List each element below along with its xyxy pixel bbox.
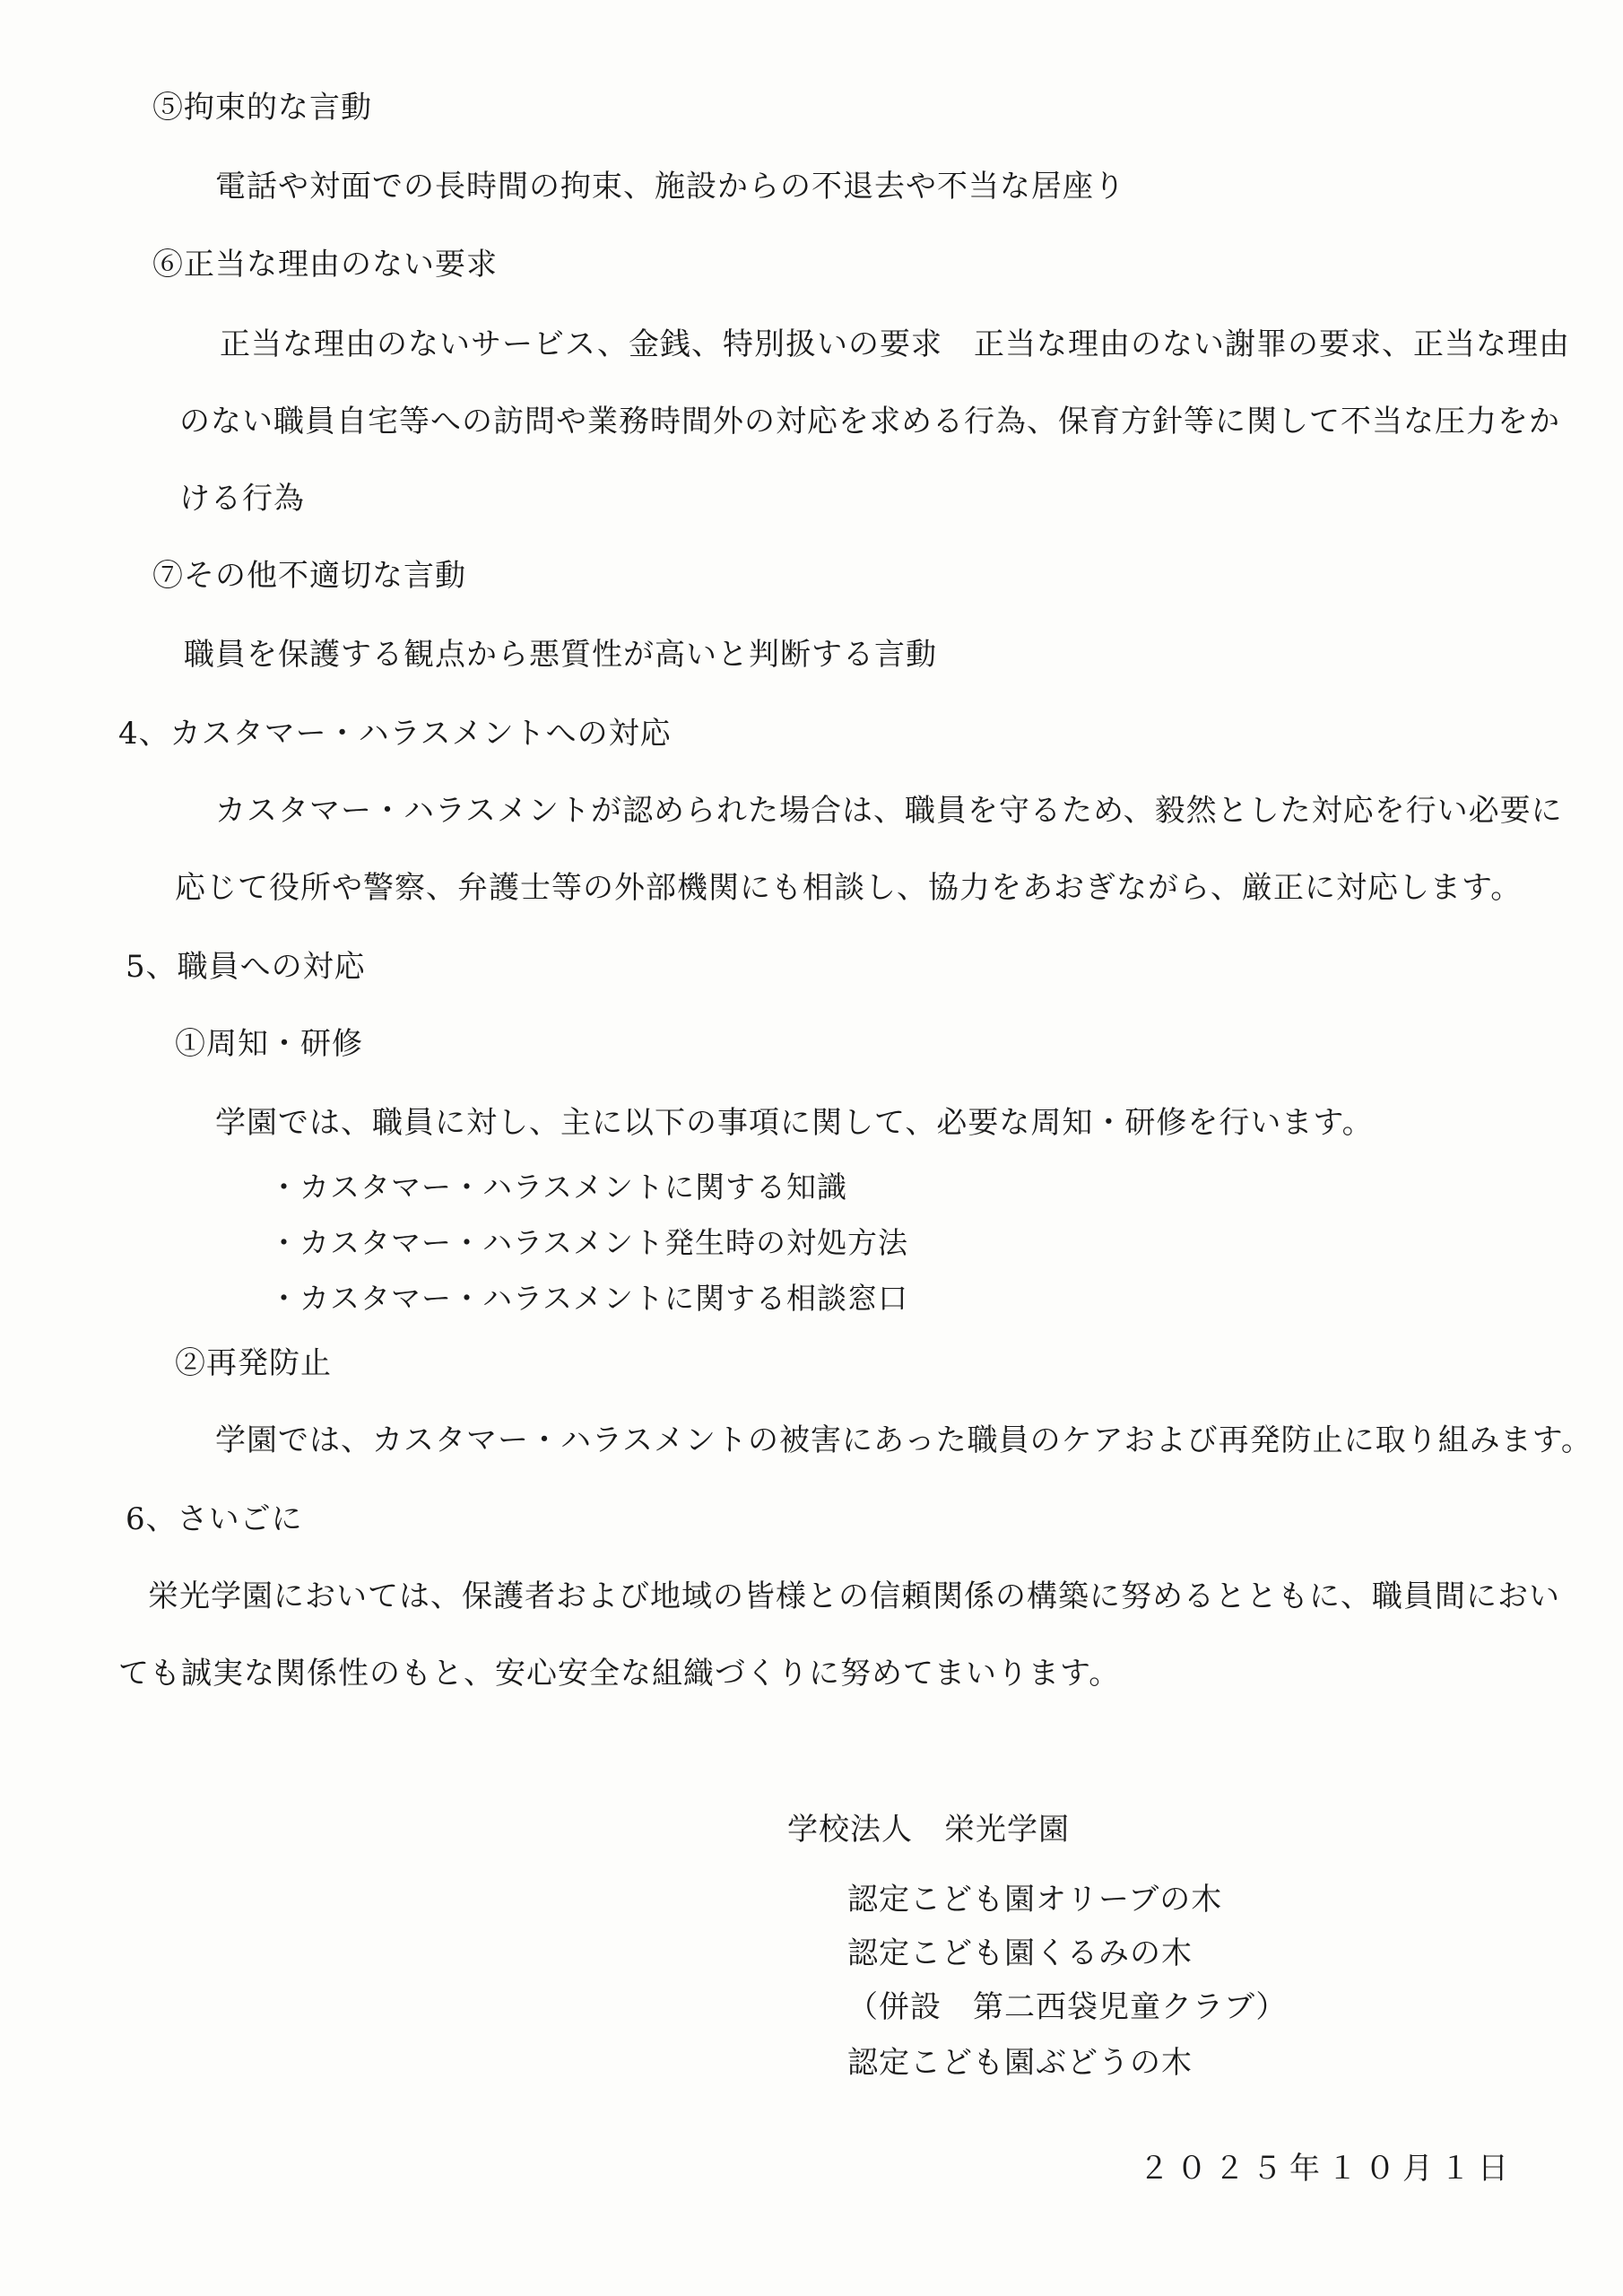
section5-sub1-body: 学園では、職員に対し、主に以下の事項に関して、必要な周知・研修を行います。 [215,1105,1374,1141]
item5-body: 電話や対面での長時間の拘束、施設からの不退去や不当な居座り [215,169,1125,204]
signature-org: 学校法人 栄光学園 [787,1812,1070,1848]
signature-facility-annex: （併設 第二西袋児童クラブ） [847,1989,1288,2025]
item5-heading: ⑤拘束的な言動 [152,90,372,126]
item6-line-2: のない職員自宅等への訪問や業務時間外の対応を求める行為、保育方針等に関して不当な圧力をか [179,404,1560,439]
section5-sub2-heading: ②再発防止 [175,1345,332,1381]
document-date: ２０２５年１０月１日 [1139,2151,1515,2187]
signature-facility-2: 認定こども園くるみの木 [847,1935,1193,1971]
signature-facility-1: 認定こども園オリーブの木 [847,1882,1223,1918]
section4-line-1: カスタマー・ハラスメントが認められた場合は、職員を守るため、毅然とした対応を行い必要に [215,793,1563,829]
item6-line-1: 正当な理由のないサービス、金銭、特別扱いの要求 正当な理由のない謝罪の要求、正当な理由 [220,326,1571,362]
item6-heading: ⑥正当な理由のない要求 [152,247,498,283]
section4-heading: 4、カスタマー・ハラスメントへの対応 [118,716,672,752]
section5-bullet-1: ・カスタマー・ハラスメントに関する知識 [269,1170,848,1205]
section5-heading: 5、職員への対応 [126,949,366,985]
section5-bullet-2: ・カスタマー・ハラスメント発生時の対処方法 [269,1225,909,1260]
section6-line-1: 栄光学園においては、保護者および地域の皆様との信頼関係の構築に努めるとともに、職員間におい [148,1578,1560,1614]
section6-heading: 6、さいごに [126,1501,303,1537]
item7-heading: ⑦その他不適切な言動 [152,558,466,594]
section5-sub2-body: 学園では、カスタマー・ハラスメントの被害にあった職員のケアおよび再発防止に取り組みます。 [215,1422,1593,1458]
section4-line-2: 応じて役所や警察、弁護士等の外部機関にも相談し、協力をあおぎながら、厳正に対応します。 [175,870,1523,906]
section5-bullet-3: ・カスタマー・ハラスメントに関する相談窓口 [269,1281,909,1316]
section6-line-2: ても誠実な関係性のもと、安心安全な組織づくりに努めてまいります。 [118,1656,1121,1692]
item6-line-3: ける行為 [179,481,305,517]
signature-facility-3: 認定こども園ぶどうの木 [847,2045,1193,2081]
section5-sub1-heading: ①周知・研修 [175,1026,363,1062]
item7-body: 職員を保護する観点から悪質性が高いと判断する言動 [184,637,937,673]
